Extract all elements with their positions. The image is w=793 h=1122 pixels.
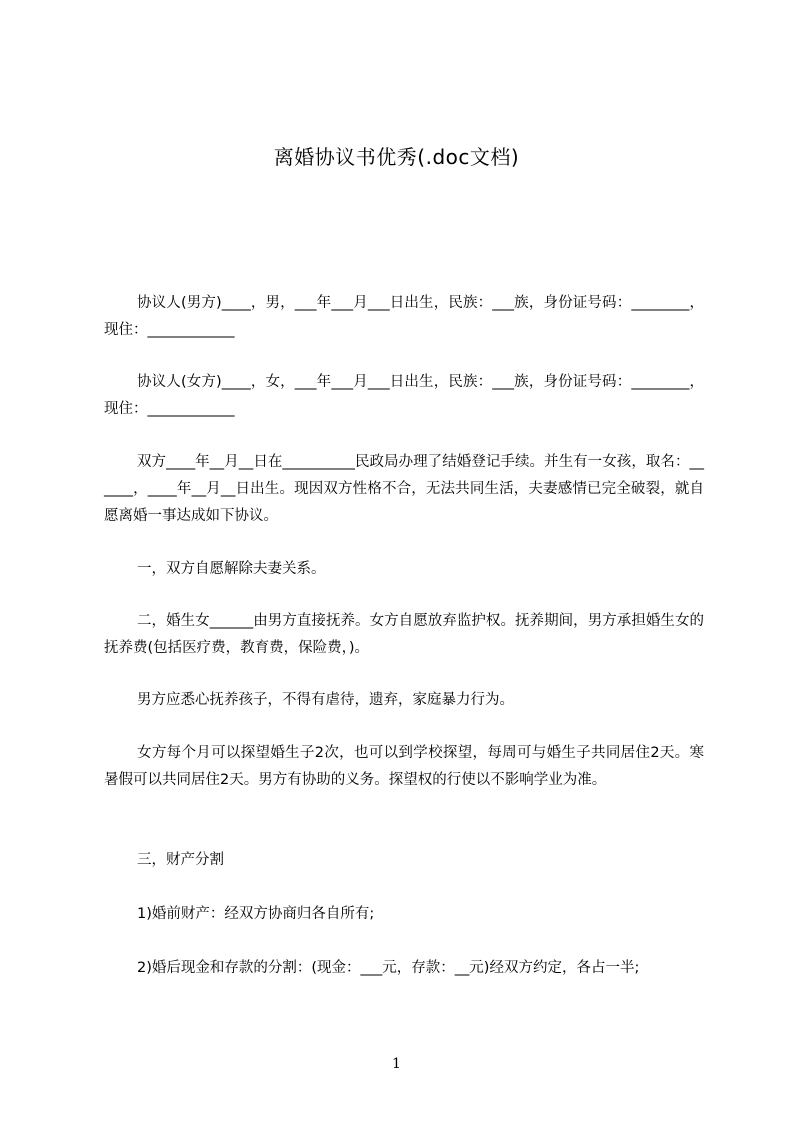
- paragraph-marriage-background: 双方____年__月__日在__________民政局办理了结婚登记手续。并生有一女孩，取名：______，____年__月__日出生。现因双方性格不合，无法共同生活，夫妻感情已完全破裂，就自愿离婚一事达成如下协议。: [104, 454, 704, 524]
- paragraph-clause-three: 三，财产分割: [137, 852, 224, 868]
- paragraph-male-party: 协议人(男方)____，男，___年___月___日出生，民族：___族，身份证号码：________，现住：____________: [104, 295, 704, 338]
- document-title: 离婚协议书优秀(.doc文档): [273, 145, 520, 169]
- paragraph-premarital-property: 1)婚前财产：经双方协商归各自所有;: [137, 906, 375, 922]
- page-number: 1: [392, 1056, 401, 1072]
- paragraph-female-party: 协议人(女方)____，女，___年___月___日出生，民族：___族，身份证号码：________，现住：____________: [104, 374, 704, 417]
- paragraph-marital-savings: 2)婚后现金和存款的分割：(现金：___元，存款：__元)经双方约定，各占一半;: [137, 960, 640, 976]
- paragraph-clause-two: 二，婚生女______由男方直接抚养。女方自愿放弃监护权。抚养期间，男方承担婚生女的抚养费(包括医疗费，教育费，保险费，)。: [104, 613, 704, 656]
- paragraph-clause-one: 一，双方自愿解除夫妻关系。: [137, 561, 326, 577]
- paragraph-custody-duty: 男方应悉心抚养孩子，不得有虐待，遗弃，家庭暴力行为。: [137, 692, 514, 708]
- paragraph-visitation: 女方每个月可以探望婚生子2次，也可以到学校探望，每周可与婚生子共同居住2天。寒暑假可以共同居住2天。男方有协助的义务。探望权的行使以不影响学业为准。: [104, 745, 704, 788]
